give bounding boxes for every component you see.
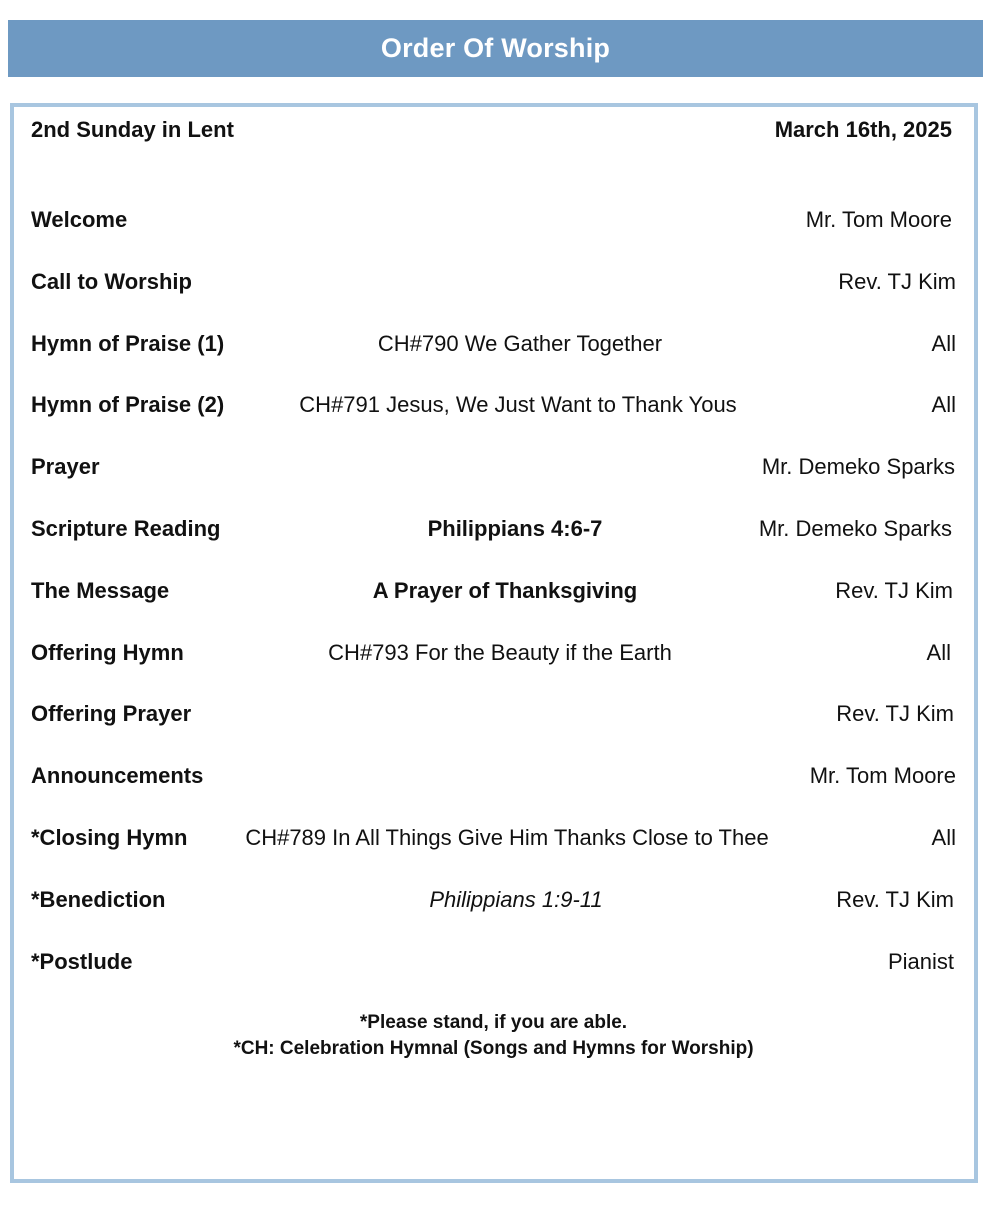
item-label-welcome: Welcome <box>31 207 128 232</box>
item-leader-prayer: Mr. Demeko Sparks <box>761 454 955 479</box>
item-detail-benediction: Philippians 1:9-11 <box>429 887 603 912</box>
item-label-postlude: *Postlude <box>31 949 133 974</box>
item-leader-call-to-worship: Rev. TJ Kim <box>838 269 956 294</box>
item-detail-scripture-reading: Philippians 4:6-7 <box>427 516 603 541</box>
item-leader-postlude: Pianist <box>887 949 954 974</box>
item-leader-hymn-of-praise-2: All <box>931 392 956 417</box>
item-leader-offering-hymn: All <box>926 640 951 665</box>
item-leader-announcements: Mr. Tom Moore <box>809 763 956 788</box>
item-leader-benediction: Rev. TJ Kim <box>836 887 954 912</box>
item-leader-closing-hymn: All <box>931 825 956 850</box>
item-detail-the-message: A Prayer of Thanksgiving <box>372 578 638 603</box>
item-leader-the-message: Rev. TJ Kim <box>835 578 953 603</box>
footnote-stand: *Please stand, if you are able. <box>359 1012 628 1033</box>
item-leader-scripture-reading: Mr. Demeko Sparks <box>758 516 952 541</box>
item-detail-closing-hymn: CH#789 In All Things Give Him Thanks Close to Thee <box>245 825 769 850</box>
item-detail-offering-hymn: CH#793 For the Beauty if the Earth <box>328 640 672 665</box>
item-label-call-to-worship: Call to Worship <box>31 269 192 294</box>
item-label-offering-prayer: Offering Prayer <box>31 701 192 726</box>
item-label-closing-hymn: *Closing Hymn <box>31 825 188 850</box>
item-leader-welcome: Mr. Tom Moore <box>805 207 952 232</box>
service-occasion: 2nd Sunday in Lent <box>31 117 234 142</box>
item-label-benediction: *Benediction <box>31 887 166 912</box>
item-leader-hymn-of-praise-1: All <box>931 331 956 356</box>
service-date: March 16th, 2025 <box>774 117 952 142</box>
item-label-hymn-of-praise-1: Hymn of Praise (1) <box>31 331 225 356</box>
item-label-prayer: Prayer <box>31 454 100 479</box>
item-detail-hymn-of-praise-1: CH#790 We Gather Together <box>377 331 663 356</box>
item-label-the-message: The Message <box>31 578 170 603</box>
item-label-hymn-of-praise-2: Hymn of Praise (2) <box>31 392 225 417</box>
header-banner <box>8 20 983 77</box>
page-title: Order Of Worship <box>380 33 611 63</box>
item-label-scripture-reading: Scripture Reading <box>31 516 221 541</box>
item-detail-hymn-of-praise-2: CH#791 Jesus, We Just Want to Thank Yous <box>299 392 737 417</box>
item-label-announcements: Announcements <box>31 763 204 788</box>
footnote-hymnal: *CH: Celebration Hymnal (Songs and Hymns for Worship) <box>233 1038 754 1059</box>
item-label-offering-hymn: Offering Hymn <box>31 640 184 665</box>
item-leader-offering-prayer: Rev. TJ Kim <box>836 701 954 726</box>
